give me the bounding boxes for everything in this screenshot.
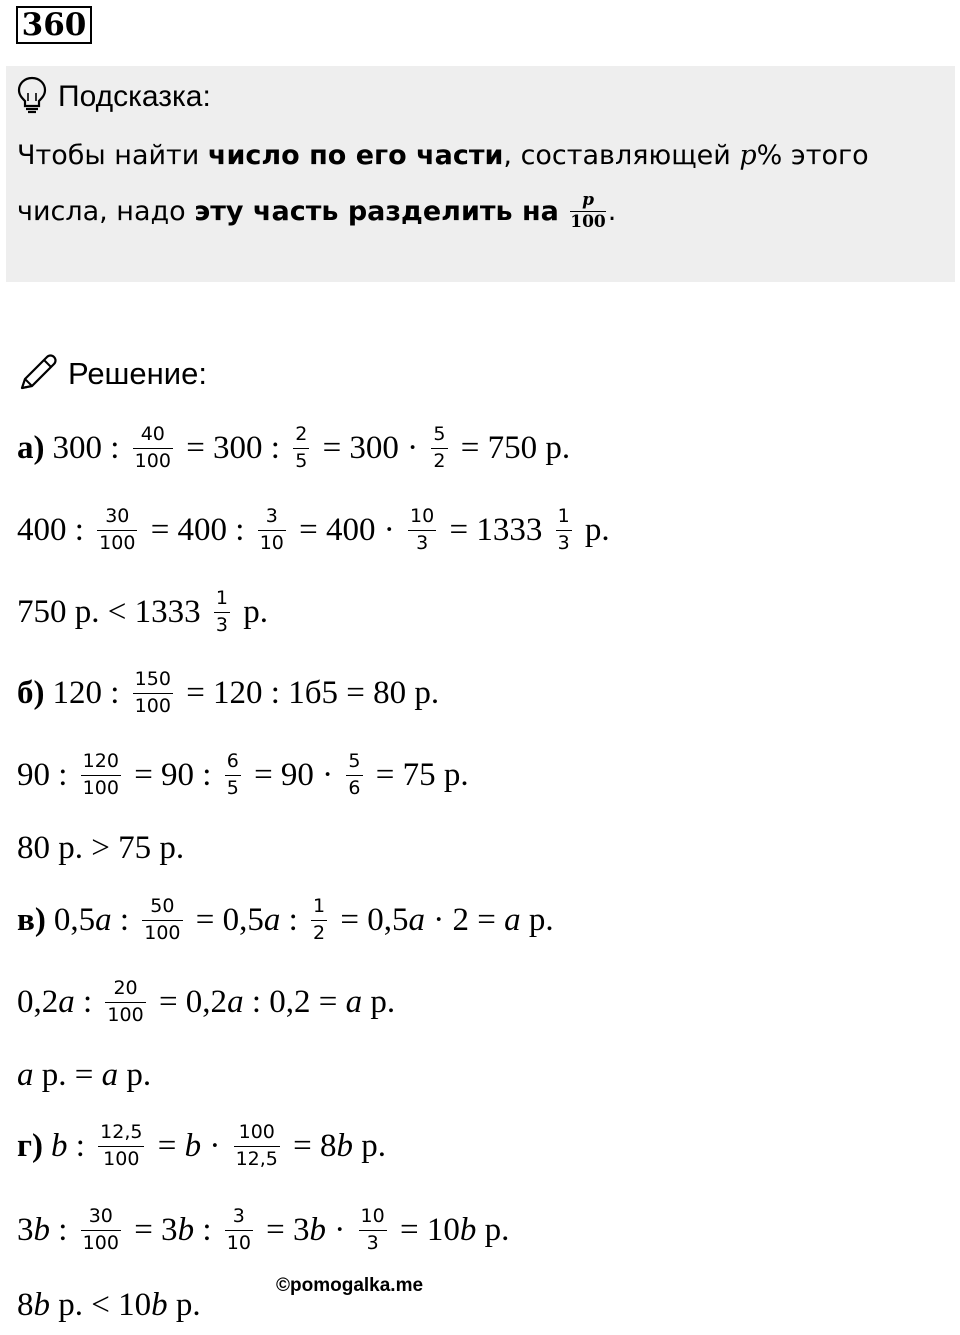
fraction-denominator: 100: [134, 449, 171, 472]
expression-text: = 750 р.: [452, 429, 571, 466]
solution-line: [17, 500, 610, 560]
fraction: [431, 422, 447, 472]
fraction-denominator: 3: [416, 531, 429, 554]
fraction-numerator: 12,5: [100, 1120, 143, 1143]
fraction-numerator: 5: [433, 422, 446, 445]
expression-text: р.: [353, 1127, 387, 1164]
fraction-bar: [81, 775, 121, 776]
fraction-bar: [142, 920, 182, 921]
expression-text: 300 :: [52, 429, 128, 466]
item-label: г): [17, 1127, 43, 1164]
expression-text: р.: [476, 1211, 510, 1248]
fraction-denominator: 100: [99, 531, 136, 554]
fraction: [97, 504, 137, 554]
expression-text: 0,5: [53, 901, 96, 938]
watermark: ©pomogalka.me: [276, 1275, 424, 1296]
solution-line: [17, 1200, 509, 1260]
fraction-numerator: 30: [105, 504, 130, 527]
expression-text: ·: [201, 1127, 229, 1164]
hint-text-part: Чтобы найти: [17, 140, 208, 171]
variable: a: [504, 901, 521, 938]
fraction-denominator: 10: [226, 1231, 251, 1254]
item-label: б): [17, 674, 45, 711]
hint-line-2: [17, 192, 616, 231]
expression-text: :: [74, 983, 101, 1020]
fraction-denominator: 12,5: [235, 1147, 278, 1170]
expression-text: 8: [17, 1286, 34, 1323]
fraction-bar: [98, 1146, 144, 1147]
expression-text: = 1333: [441, 511, 551, 548]
hint-bold-phrase: эту часть разделить на: [194, 196, 569, 227]
fraction: [81, 749, 121, 799]
fraction-denominator: 3: [557, 531, 570, 554]
fraction-bar: [258, 530, 286, 531]
expression-text: = 400 ·: [290, 511, 404, 548]
variable: b: [33, 1286, 50, 1323]
solution-line: [17, 818, 184, 878]
expression-text: =: [149, 1127, 185, 1164]
fraction-bar: [133, 448, 173, 449]
expression-text: = 3: [125, 1211, 178, 1248]
fraction: [408, 504, 436, 554]
variable: b: [50, 1127, 68, 1164]
expression-text: р. =: [33, 1056, 102, 1093]
solution-header: [18, 354, 207, 394]
expression-text: :: [194, 1211, 220, 1248]
expression-text: = 75 р.: [367, 756, 469, 793]
fraction-bar: [346, 775, 362, 776]
fraction-numerator: 1: [557, 504, 570, 527]
fraction-bar: [408, 530, 436, 531]
fraction-numerator: 2: [295, 422, 308, 445]
variable: a: [95, 901, 112, 938]
fraction-denominator: 5: [226, 776, 239, 799]
fraction-denominator: 10: [259, 531, 284, 554]
fraction: [225, 1204, 253, 1254]
fraction-denominator: 5: [295, 449, 308, 472]
expression-text: 400 :: [17, 511, 93, 548]
lightbulb-icon: [16, 76, 48, 119]
expression-text: :: [67, 1127, 94, 1164]
fraction-bar: [234, 1146, 280, 1147]
solution-line: [17, 1045, 151, 1105]
solution-line: [17, 582, 268, 642]
variable: a: [101, 1056, 119, 1093]
fraction-denominator: 6: [348, 776, 361, 799]
fraction: [346, 749, 362, 799]
hint-bold-phrase: число по его части: [207, 140, 504, 171]
fraction-numerator: p: [582, 190, 594, 210]
solution-line: [17, 663, 439, 723]
fraction-numerator: 6: [226, 749, 239, 772]
fraction-bar: [97, 530, 137, 531]
fraction-bar: [133, 693, 173, 694]
expression-text: = 400 :: [142, 511, 253, 548]
fraction-bar: [225, 1230, 253, 1231]
fraction-denominator: 2: [313, 921, 326, 944]
solution-line: [17, 1275, 201, 1335]
fraction: [293, 422, 309, 472]
hint-variable-p: p: [739, 140, 757, 171]
fraction-numerator: 150: [134, 667, 171, 690]
fraction-bar: [81, 1230, 121, 1231]
expression-text: = 90 ·: [245, 756, 342, 793]
fraction-numerator: 40: [140, 422, 165, 445]
fraction-numerator: 10: [410, 504, 435, 527]
variable: b: [309, 1211, 327, 1248]
expression-text: = 300 :: [177, 429, 289, 466]
fraction-denominator: 100: [103, 1147, 140, 1170]
fraction-numerator: 1: [313, 894, 326, 917]
fraction: [142, 894, 182, 944]
expression-text: р. < 10: [50, 1286, 152, 1323]
expression-text: · 2 =: [425, 901, 505, 938]
expression-text: р.: [118, 1056, 152, 1093]
fraction-denominator: 100: [134, 694, 171, 717]
variable: a: [263, 901, 281, 938]
pencil-icon: [18, 352, 60, 397]
variable: b: [33, 1211, 50, 1248]
expression-text: р.: [576, 511, 610, 548]
expression-text: :: [50, 1211, 76, 1248]
variable: b: [336, 1127, 354, 1164]
fraction: [234, 1120, 280, 1170]
expression-text: р.: [234, 593, 268, 630]
expression-text: : 0,2 =: [243, 983, 346, 1020]
fraction: [81, 1204, 121, 1254]
fraction-bar: [293, 448, 309, 449]
fraction-numerator: 30: [88, 1204, 113, 1227]
solution-line: [17, 972, 395, 1032]
fraction-numerator: 50: [150, 894, 175, 917]
solution-line: [17, 745, 469, 805]
solution-line: [17, 418, 570, 478]
expression-text: р.: [362, 983, 396, 1020]
fraction-denominator: 100: [107, 1003, 144, 1026]
hint-line-1: [17, 142, 869, 169]
expression-text: = 10: [391, 1211, 460, 1248]
item-label: в): [17, 901, 46, 938]
fraction-denominator: 100: [82, 1231, 119, 1254]
hint-text-part: .: [607, 196, 617, 227]
expression-text: = 0,5: [332, 901, 409, 938]
fraction-bar: [556, 530, 572, 531]
fraction-denominator: 3: [366, 1231, 379, 1254]
solution-line: [17, 890, 554, 950]
fraction-numerator: 3: [265, 504, 278, 527]
variable: a: [408, 901, 426, 938]
fraction: [133, 422, 173, 472]
expression-text: 0,2: [17, 983, 59, 1020]
hint-title: Подсказка:: [58, 80, 211, 113]
expression-text: = 0,2: [150, 983, 228, 1020]
fraction-denominator: 100: [570, 212, 606, 232]
hint-text-part: % этого: [756, 140, 869, 171]
fraction-numerator: 3: [232, 1204, 245, 1227]
fraction: [556, 504, 572, 554]
fraction: [133, 667, 173, 717]
expression-text: = 90 :: [125, 756, 220, 793]
fraction-numerator: 10: [360, 1204, 385, 1227]
expression-text: 3: [17, 1211, 34, 1248]
hint-header: [16, 80, 211, 114]
fraction-numerator: 1: [215, 586, 228, 609]
variable: b: [459, 1211, 477, 1248]
fraction: [258, 504, 286, 554]
fraction-numerator: 120: [82, 749, 119, 772]
task-number: 360: [16, 6, 92, 44]
expression-text: = 120 : 1б5 = 80 р.: [177, 674, 440, 711]
fraction: [214, 586, 230, 636]
expression-text: 750 р. < 1333: [17, 593, 209, 630]
variable: b: [177, 1211, 195, 1248]
expression-text: р.: [167, 1286, 201, 1323]
item-label: а): [17, 429, 45, 466]
fraction-bar: [225, 775, 241, 776]
expression-text: ·: [326, 1211, 354, 1248]
fraction-bar: [431, 448, 447, 449]
fraction-numerator: 100: [238, 1120, 275, 1143]
fraction-bar: [105, 1002, 145, 1003]
fraction-bar: [214, 612, 230, 613]
variable: a: [227, 983, 244, 1020]
fraction-denominator: 2: [433, 449, 446, 472]
variable: b: [184, 1127, 202, 1164]
expression-text: 80 р. > 75 р.: [17, 829, 185, 866]
fraction: [98, 1120, 144, 1170]
fraction: [311, 894, 327, 944]
variable: a: [58, 983, 75, 1020]
fraction-bar: [311, 920, 327, 921]
fraction-bar: [359, 1230, 387, 1231]
variable: b: [151, 1286, 168, 1323]
expression-text: :: [280, 901, 307, 938]
hint-text-part: числа, надо: [17, 196, 195, 227]
fraction-numerator: 20: [113, 976, 138, 999]
expression-text: = 3: [257, 1211, 310, 1248]
fraction: [225, 749, 241, 799]
expression-text: 90 :: [17, 756, 76, 793]
fraction-denominator: 100: [82, 776, 119, 799]
fraction-denominator: 3: [215, 613, 228, 636]
fraction-numerator: 5: [348, 749, 361, 772]
hint-text-part: , составляющей: [503, 140, 740, 171]
fraction: [359, 1204, 387, 1254]
variable: a: [17, 1056, 34, 1093]
expression-text: 120 :: [52, 674, 128, 711]
expression-text: = 0,5: [187, 901, 264, 938]
fraction-denominator: 100: [144, 921, 181, 944]
expression-text: = 8: [284, 1127, 337, 1164]
variable: a: [345, 983, 363, 1020]
expression-text: = 300 ·: [314, 429, 427, 466]
fraction: [105, 976, 145, 1026]
solution-title: Решение:: [68, 356, 207, 391]
hint-fraction: [570, 192, 606, 231]
expression-text: :: [111, 901, 138, 938]
expression-text: р.: [520, 901, 554, 938]
solution-line: [17, 1116, 386, 1176]
